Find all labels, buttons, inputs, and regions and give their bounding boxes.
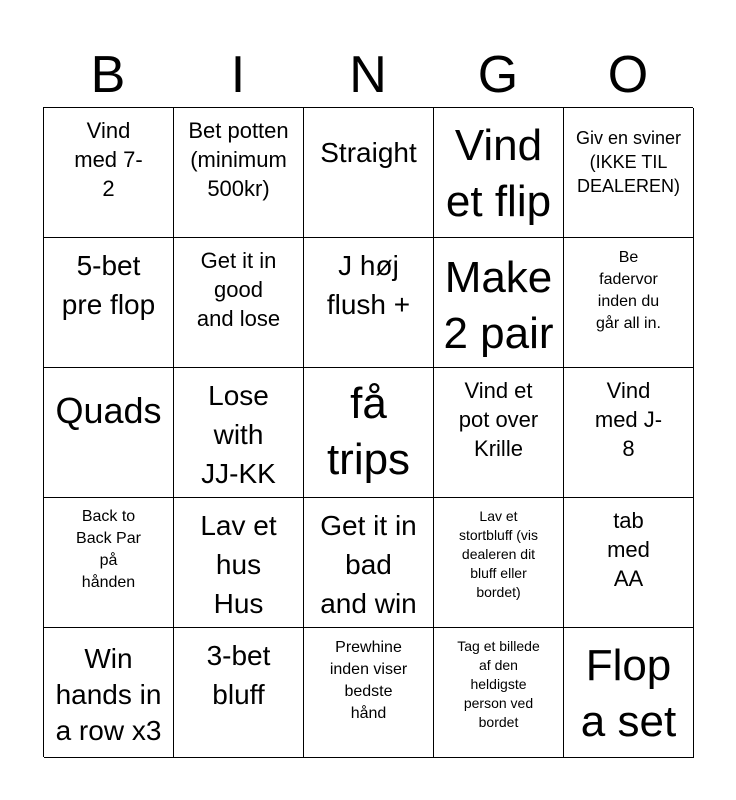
bingo-cell[interactable] [304,238,434,368]
bingo-cell[interactable] [564,628,694,758]
cell-text: Flop a set [580,641,677,746]
bingo-cell[interactable] [304,498,434,628]
bingo-cell[interactable] [564,368,694,498]
cell-text: Back to Back Par på hånden [76,508,141,591]
bingo-cell[interactable] [44,368,174,498]
cell-text: Lose with JJ-KK [201,380,276,489]
cell-text: Vind med 7- 2 [74,118,143,201]
cell-text: 3-bet bluff [206,640,271,710]
bingo-cell[interactable] [564,238,694,368]
cell-text: Vind et flip [445,121,552,226]
cell-text: Quads [55,390,162,431]
bingo-cell[interactable] [304,108,434,238]
bingo-cell[interactable] [174,368,304,498]
bingo-cell[interactable] [434,368,564,498]
bingo-cell[interactable] [434,108,564,238]
cell-text: Make 2 pair [443,253,554,358]
bingo-cell[interactable] [564,498,694,628]
header-letter-b: B [90,46,126,104]
cell-text: Tag et billede af den heldigste person ved bordet [457,638,540,730]
cell-text: J høj flush + [326,250,411,320]
bingo-cell[interactable] [434,498,564,628]
bingo-cell[interactable] [304,368,434,498]
bingo-cell[interactable] [44,238,174,368]
bingo-board [43,107,693,757]
cell-text: Prewhine inden viser bedste hånd [329,639,408,722]
header-letter-n: N [349,46,387,104]
cell-text: få trips [326,379,411,484]
cell-text: Giv en sviner (IKKE TIL DEALEREN) [575,128,682,196]
bingo-cell[interactable] [174,108,304,238]
cell-text: Win hands in a row x3 [55,643,162,746]
cell-text: Vind et pot over Krille [458,378,539,461]
bingo-header [43,44,693,106]
bingo-cell[interactable] [44,108,174,238]
cell-text: 5-bet pre flop [61,250,156,320]
cell-text: tab med AA [607,508,650,591]
cell-text: Get it in bad and win [320,510,417,619]
bingo-cell[interactable] [564,108,694,238]
bingo-cell[interactable] [44,628,174,758]
bingo-cell[interactable] [174,498,304,628]
header-letter-g: G [477,46,519,104]
bingo-cell[interactable] [304,628,434,758]
bingo-cell[interactable] [434,628,564,758]
cell-text: Vind med J- 8 [594,378,663,461]
cell-text: Get it in good and lose [196,248,281,331]
bingo-cell[interactable] [44,498,174,628]
bingo-cell[interactable] [434,238,564,368]
cell-text: Bet potten (minimum 500kr) [188,118,289,201]
cell-text: Lav et hus Hus [200,510,277,619]
header-letter-o: O [607,46,649,104]
header-letter-i: I [230,46,246,104]
cell-text: Straight [320,137,417,168]
cell-text: Be fadervor inden du går all in. [596,249,661,332]
bingo-cell[interactable] [174,238,304,368]
bingo-cell[interactable] [174,628,304,758]
cell-text: Lav et stortbluff (vis dealeren dit bluff eller bordet) [458,508,539,600]
